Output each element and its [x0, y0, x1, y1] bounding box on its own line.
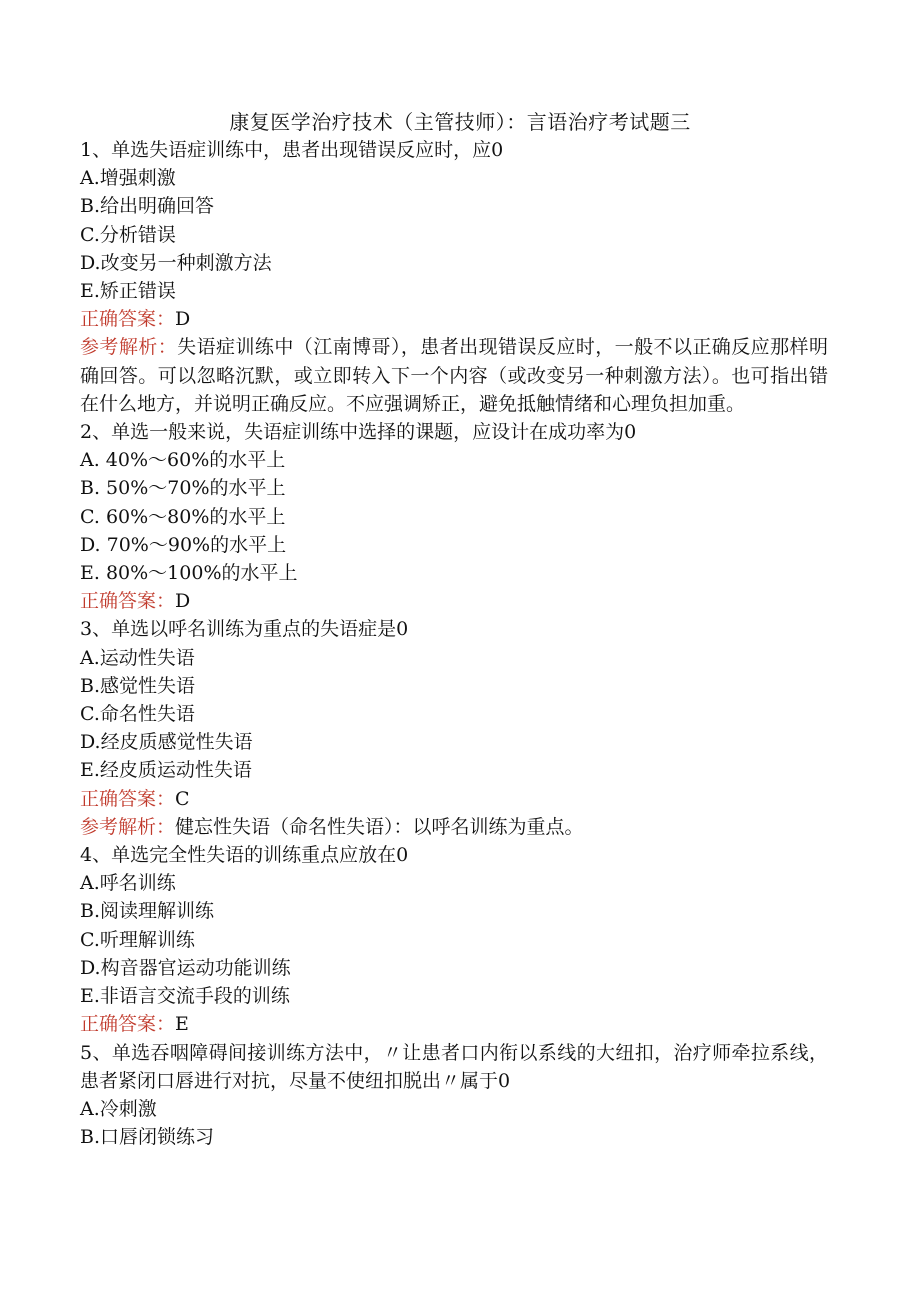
answer-value: C: [175, 787, 190, 810]
option-b: B.阅读理解训练: [80, 900, 215, 923]
question-2: [80, 418, 828, 615]
correct-answer: [80, 1010, 828, 1038]
option-e: E.经皮质运动性失语: [80, 759, 252, 782]
option-c: C. 60%～80%的水平上: [80, 505, 286, 528]
answer-value: E: [175, 1013, 189, 1036]
analysis-label: 参考解析：: [80, 815, 176, 838]
option-d: D.改变另一种刺激方法: [80, 251, 272, 274]
question-4: [80, 841, 828, 1038]
option-b: B. 50%～70%的水平上: [80, 477, 286, 500]
option-e: E.非语言交流手段的训练: [80, 985, 290, 1008]
option-c: C.命名性失语: [80, 703, 195, 726]
answer-label: 正确答案：: [80, 308, 176, 331]
document-title: 康复医学治疗技术（主管技师）：言语治疗考试题三: [229, 110, 691, 134]
option-e: E. 80%～100%的水平上: [80, 562, 298, 585]
option-a: A. 40%～60%的水平上: [80, 449, 286, 472]
analysis-text: 失语症训练中（江南博哥），患者出现错误反应时，一般不以正确反应那样明确回答。可以忽略沉默，或立即转入下一个内容（或改变另一种刺激方法）。也可指出错在什么地方，并说明正确反应。不应强调矫正，避免抵触情绪和心理负担加重。: [80, 336, 828, 415]
option-a: A.冷刺激: [80, 1097, 157, 1120]
option-b: B.口唇闭锁练习: [80, 1126, 215, 1149]
question-1: [80, 136, 828, 418]
analysis-label: 参考解析：: [80, 336, 178, 359]
analysis: [80, 333, 828, 418]
option-a: A.呼名训练: [80, 872, 176, 895]
question-stem: 1、单选失语症训练中，患者出现错误反应时，应0: [80, 139, 504, 161]
question-stem: 3、单选以呼名训练为重点的失语症是0: [80, 618, 409, 641]
answer-label: 正确答案：: [80, 787, 176, 810]
correct-answer: [80, 305, 828, 333]
analysis-text: 健忘性失语（命名性失语）：以呼名训练为重点。: [175, 815, 584, 838]
option-a: A.增强刺激: [80, 167, 176, 190]
option-c: C.分析错误: [80, 223, 176, 246]
question-list: [80, 136, 828, 1151]
option-b: B.给出明确回答: [80, 195, 215, 218]
answer-label: 正确答案：: [80, 590, 176, 613]
correct-answer: [80, 587, 828, 615]
option-b: B.感觉性失语: [80, 674, 196, 697]
answer-label: 正确答案：: [80, 1013, 176, 1036]
answer-value: D: [175, 590, 191, 613]
option-d: D.构音器官运动功能训练: [80, 956, 291, 979]
option-e: E.矫正错误: [80, 280, 176, 303]
answer-value: D: [175, 308, 191, 331]
option-d: D.经皮质感觉性失语: [80, 731, 253, 754]
option-c: C.听理解训练: [80, 928, 195, 951]
option-d: D. 70%～90%的水平上: [80, 533, 287, 556]
question-5: [80, 1039, 828, 1152]
question-3: [80, 615, 828, 841]
option-a: A.运动性失语: [80, 646, 195, 669]
question-stem: 4、单选完全性失语的训练重点应放在0: [80, 844, 409, 867]
analysis: [80, 813, 828, 841]
question-stem: 2、单选一般来说，失语症训练中选择的课题，应设计在成功率为0: [80, 421, 637, 444]
correct-answer: [80, 785, 828, 813]
question-stem: 5、单选吞咽障碍间接训练方法中，〃让患者口内衔以系线的大纽扣，治疗师牵拉系线，患者紧闭口唇进行对抗，尽量不使纽扣脱出〃属于0: [80, 1041, 828, 1092]
